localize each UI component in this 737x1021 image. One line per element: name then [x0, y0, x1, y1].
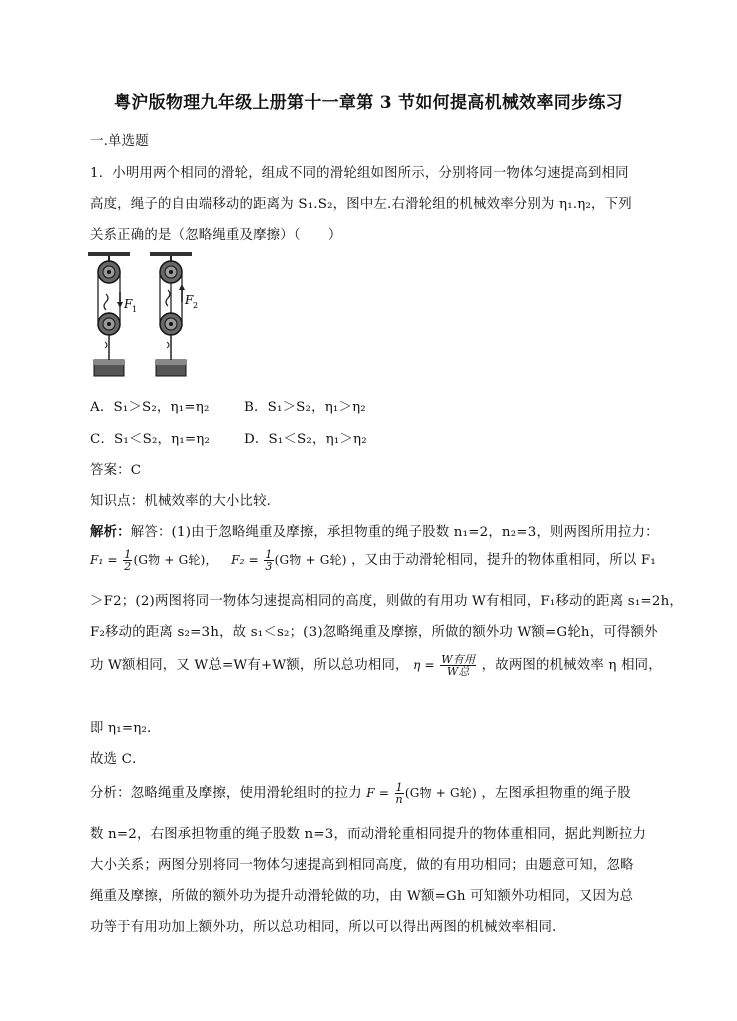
answer-line: 答案：C [90, 463, 142, 478]
fenxi-head-tail: ，左图承担物重的绳子股 [481, 786, 631, 801]
formula-f-lhs: F = [366, 786, 390, 800]
page-title: 粤沪版物理九年级上册第十一章第 3 节如何提高机械效率同步练习 [114, 93, 623, 113]
formula-f1-fraction [123, 549, 132, 572]
formula-f1-den: 2 [124, 560, 132, 573]
formula-eta-num: W有用 [441, 653, 476, 666]
option-b: B．S₁＞S₂，η₁＞η₂ [244, 400, 366, 415]
formula-f-fraction [395, 782, 404, 805]
option-c: C．S₁＜S₂，η₁=η₂ [90, 432, 211, 447]
analysis-text-2: ，又由于动滑轮相同，提升的物体重相同，所以 F₁ [351, 553, 656, 568]
force-label-right: F [185, 293, 194, 307]
analysis-line-2 [90, 549, 656, 572]
formula-eta-fraction [440, 654, 476, 677]
formula-f1-num: 1 [124, 548, 132, 561]
fenxi-line-4: 绳重及摩擦，所做的额外功为提升动滑轮做的功，由 W额=Gh 可知额外功相同，又因为总 [90, 889, 634, 904]
formula-f1-lhs: F₁ = [90, 553, 118, 567]
formula-f-num: 1 [395, 781, 403, 794]
formula-f2-num: 1 [265, 548, 273, 561]
formula-eta-den: W总 [446, 665, 470, 678]
option-a: A．S₁＞S₂，η₁=η₂ [90, 400, 210, 415]
fenxi-line-3: 大小关系；两图分别将同一物体匀速提高到相同高度，做的有用功相同；由题意可知，忽略 [90, 858, 634, 873]
left-pulley-system [94, 256, 124, 376]
formula-f-rhs: (G物 + G轮) [404, 786, 477, 800]
ceiling-left [88, 252, 130, 256]
right-pulley-system [156, 256, 186, 376]
question-line-1: 1．小明用两个相同的滑轮，组成不同的滑轮组如图所示，分别将同一物体匀速提高到相同 [90, 166, 629, 181]
analysis-intro: 解析： [90, 524, 131, 540]
analysis-line-5 [90, 654, 662, 677]
force-label-left: F [124, 297, 133, 311]
analysis-text-5-tail: ，故两图的机械效率 η 相同， [481, 658, 662, 673]
option-d: D．S₁＜S₂，η₁＞η₂ [244, 432, 367, 447]
formula-f-den: n [395, 793, 403, 806]
question-line-3: 关系正确的是（忽略绳重及摩擦）（ ） [90, 228, 342, 243]
fenxi-line-1 [90, 782, 631, 805]
formula-eta-lhs: η = [413, 658, 435, 672]
analysis-line-6: 即 η₁=η₂． [90, 721, 161, 736]
fenxi-line-2: 数 n=2，右图承担物重的绳子股数 n=3，而动滑轮重相同提升的物体重相同，据此判断拉力 [90, 827, 647, 842]
pulley-figure [88, 252, 218, 380]
formula-f2-den: 3 [265, 560, 273, 573]
analysis-line-1 [90, 521, 659, 540]
analysis-text-1: 解答：(1)由于忽略绳重及摩擦，承担物重的绳子股数 n₁=2，n₂=3，则两图所用拉力： [130, 525, 659, 540]
ceiling-right [150, 252, 192, 256]
fenxi-line-5: 功等于有用功加上额外功，所以总功相同，所以可以得出两图的机械效率相同． [90, 920, 566, 935]
analysis-line-4: F₂移动的距离 s₂=3h，故 s₁＜s₂；(3)忽略绳重及摩擦，所做的额外功 W额=G轮h，可得额外 [90, 625, 658, 640]
analysis-text-5: 功 W额相同，又 W总=W有+W额，所以总功相同， [90, 658, 409, 673]
knowledge-line: 知识点：机械效率的大小比较． [90, 494, 281, 509]
force-label-right-sub: 2 [193, 301, 199, 310]
section-heading: 一.单选题 [90, 134, 149, 149]
formula-f2-lhs: F₂ = [231, 553, 259, 567]
formula-f2-rhs: (G物 + G轮) [274, 553, 347, 567]
formula-f1-rhs: (G物 + G轮)， [133, 553, 218, 567]
force-label-left-sub: 1 [132, 305, 138, 314]
fenxi-head: 分析：忽略绳重及摩擦，使用滑轮组时的拉力 [90, 786, 362, 801]
analysis-line-3: ＞F2；(2)两图将同一物体匀速提高相同的高度，则做的有用功 W有相同，F₁移动的距离 s₁=2h， [90, 594, 683, 609]
question-line-2: 高度，绳子的自由端移动的距离为 S₁.S₂，图中左.右滑轮组的机械效率分别为 η₁.η₂，下列 [90, 197, 632, 212]
formula-f2-fraction [264, 549, 273, 572]
analysis-line-7: 故选 C． [90, 752, 146, 767]
